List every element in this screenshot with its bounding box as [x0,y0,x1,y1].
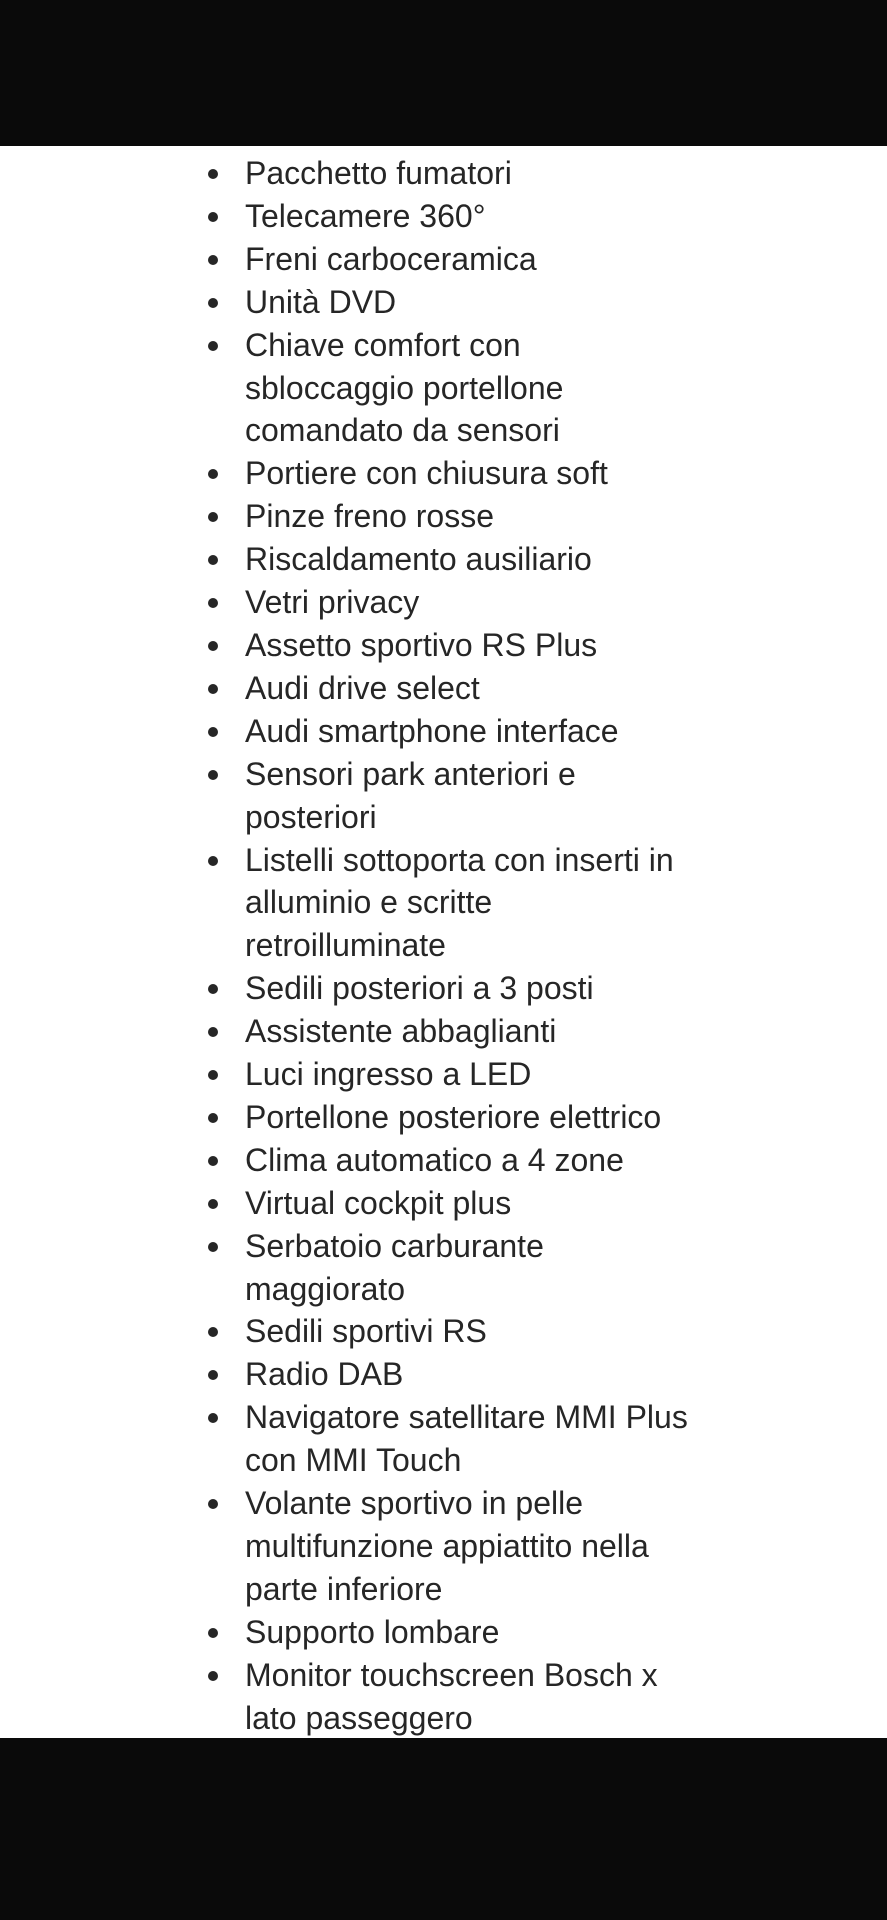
bullet-icon [208,1113,218,1123]
bullet-icon [208,1199,218,1209]
list-item-text: Virtual cockpit plus [245,1184,512,1221]
list-item [198,195,698,238]
bullet-icon [208,255,218,265]
list-item [198,1310,698,1353]
list-item [198,495,698,538]
bullet-icon [208,1671,218,1681]
list-item-text: Freni carboceramica [245,240,537,277]
bullet-icon [208,984,218,994]
bullet-icon [208,341,218,351]
top-black-bar [0,0,887,146]
list-item [198,1010,698,1053]
bottom-black-bar [0,1738,887,1920]
list-item-text: Audi smartphone interface [245,712,619,749]
bullet-icon [208,555,218,565]
bullet-icon [208,1327,218,1337]
bullet-icon [208,512,218,522]
list-item [198,967,698,1010]
list-item [198,1353,698,1396]
list-item [198,624,698,667]
list-item [198,667,698,710]
list-item-text: Telecamere 360° [245,197,486,234]
list-item-text: Sensori park anteriori e posteriori [245,755,576,835]
list-item [198,538,698,581]
bullet-icon [208,1499,218,1509]
list-item-text: Serbatoio carburante maggiorato [245,1227,544,1307]
bullet-icon [208,684,218,694]
bullet-icon [208,727,218,737]
list-item-text: Listelli sottoporta con inserti in alluminio e scritte retroilluminate [245,841,674,964]
list-item [198,1096,698,1139]
bullet-icon [208,598,218,608]
bullet-icon [208,212,218,222]
list-item [198,1654,698,1738]
list-item [198,452,698,495]
list-item [198,152,698,195]
bullet-icon [208,1156,218,1166]
list-item [198,1053,698,1096]
bullet-icon [208,1242,218,1252]
bullet-icon [208,856,218,866]
bullet-icon [208,169,218,179]
list-item-text: Navigatore satellitare MMI Plus con MMI Touch [245,1399,688,1479]
list-item [198,1225,698,1311]
list-item-text: Sedili posteriori a 3 posti [245,970,594,1007]
bullet-icon [208,1370,218,1380]
bullet-icon [208,1413,218,1423]
list-item-text: Pinze freno rosse [245,498,495,535]
list-item-text: Unità DVD [245,283,397,320]
list-item-text: Vetri privacy [245,584,420,621]
list-item [198,238,698,281]
list-item [198,1396,698,1482]
list-item [198,753,698,839]
list-item [198,1139,698,1182]
list-item-text: Assistente abbaglianti [245,1013,557,1050]
list-item-text: Audi drive select [245,669,480,706]
bullet-icon [208,298,218,308]
list-item [198,710,698,753]
list-item-text: Assetto sportivo RS Plus [245,626,598,663]
list-item-text: Chiave comfort con sbloccaggio portellone comandato da sensori [245,326,564,449]
bullet-icon [208,1628,218,1638]
list-item-text: Monitor touchscreen Bosch x lato passeggero [245,1656,658,1736]
bullet-icon [208,469,218,479]
bullet-icon [208,641,218,651]
bullet-icon [208,770,218,780]
list-item [198,839,698,968]
feature-list [198,152,698,1738]
list-item [198,581,698,624]
list-item-text: Pacchetto fumatori [245,155,512,191]
list-item-text: Portellone posteriore elettrico [245,1098,662,1135]
list-item [198,281,698,324]
bullet-icon [208,1070,218,1080]
document-content [0,146,887,1738]
list-item-text: Clima automatico a 4 zone [245,1141,624,1178]
list-item-text: Volante sportivo in pelle multifunzione appiattito nella parte inferiore [245,1485,649,1607]
list-item [198,1482,698,1611]
list-item [198,1182,698,1225]
list-item-text: Portiere con chiusura soft [245,455,608,492]
bullet-icon [208,1027,218,1037]
list-item [198,324,698,453]
list-item-text: Sedili sportivi RS [245,1313,487,1350]
list-item-text: Luci ingresso a LED [245,1056,532,1093]
list-item-text: Radio DAB [245,1356,404,1393]
list-item-text: Riscaldamento ausiliario [245,541,592,578]
list-item [198,1611,698,1654]
list-item-text: Supporto lombare [245,1613,500,1650]
